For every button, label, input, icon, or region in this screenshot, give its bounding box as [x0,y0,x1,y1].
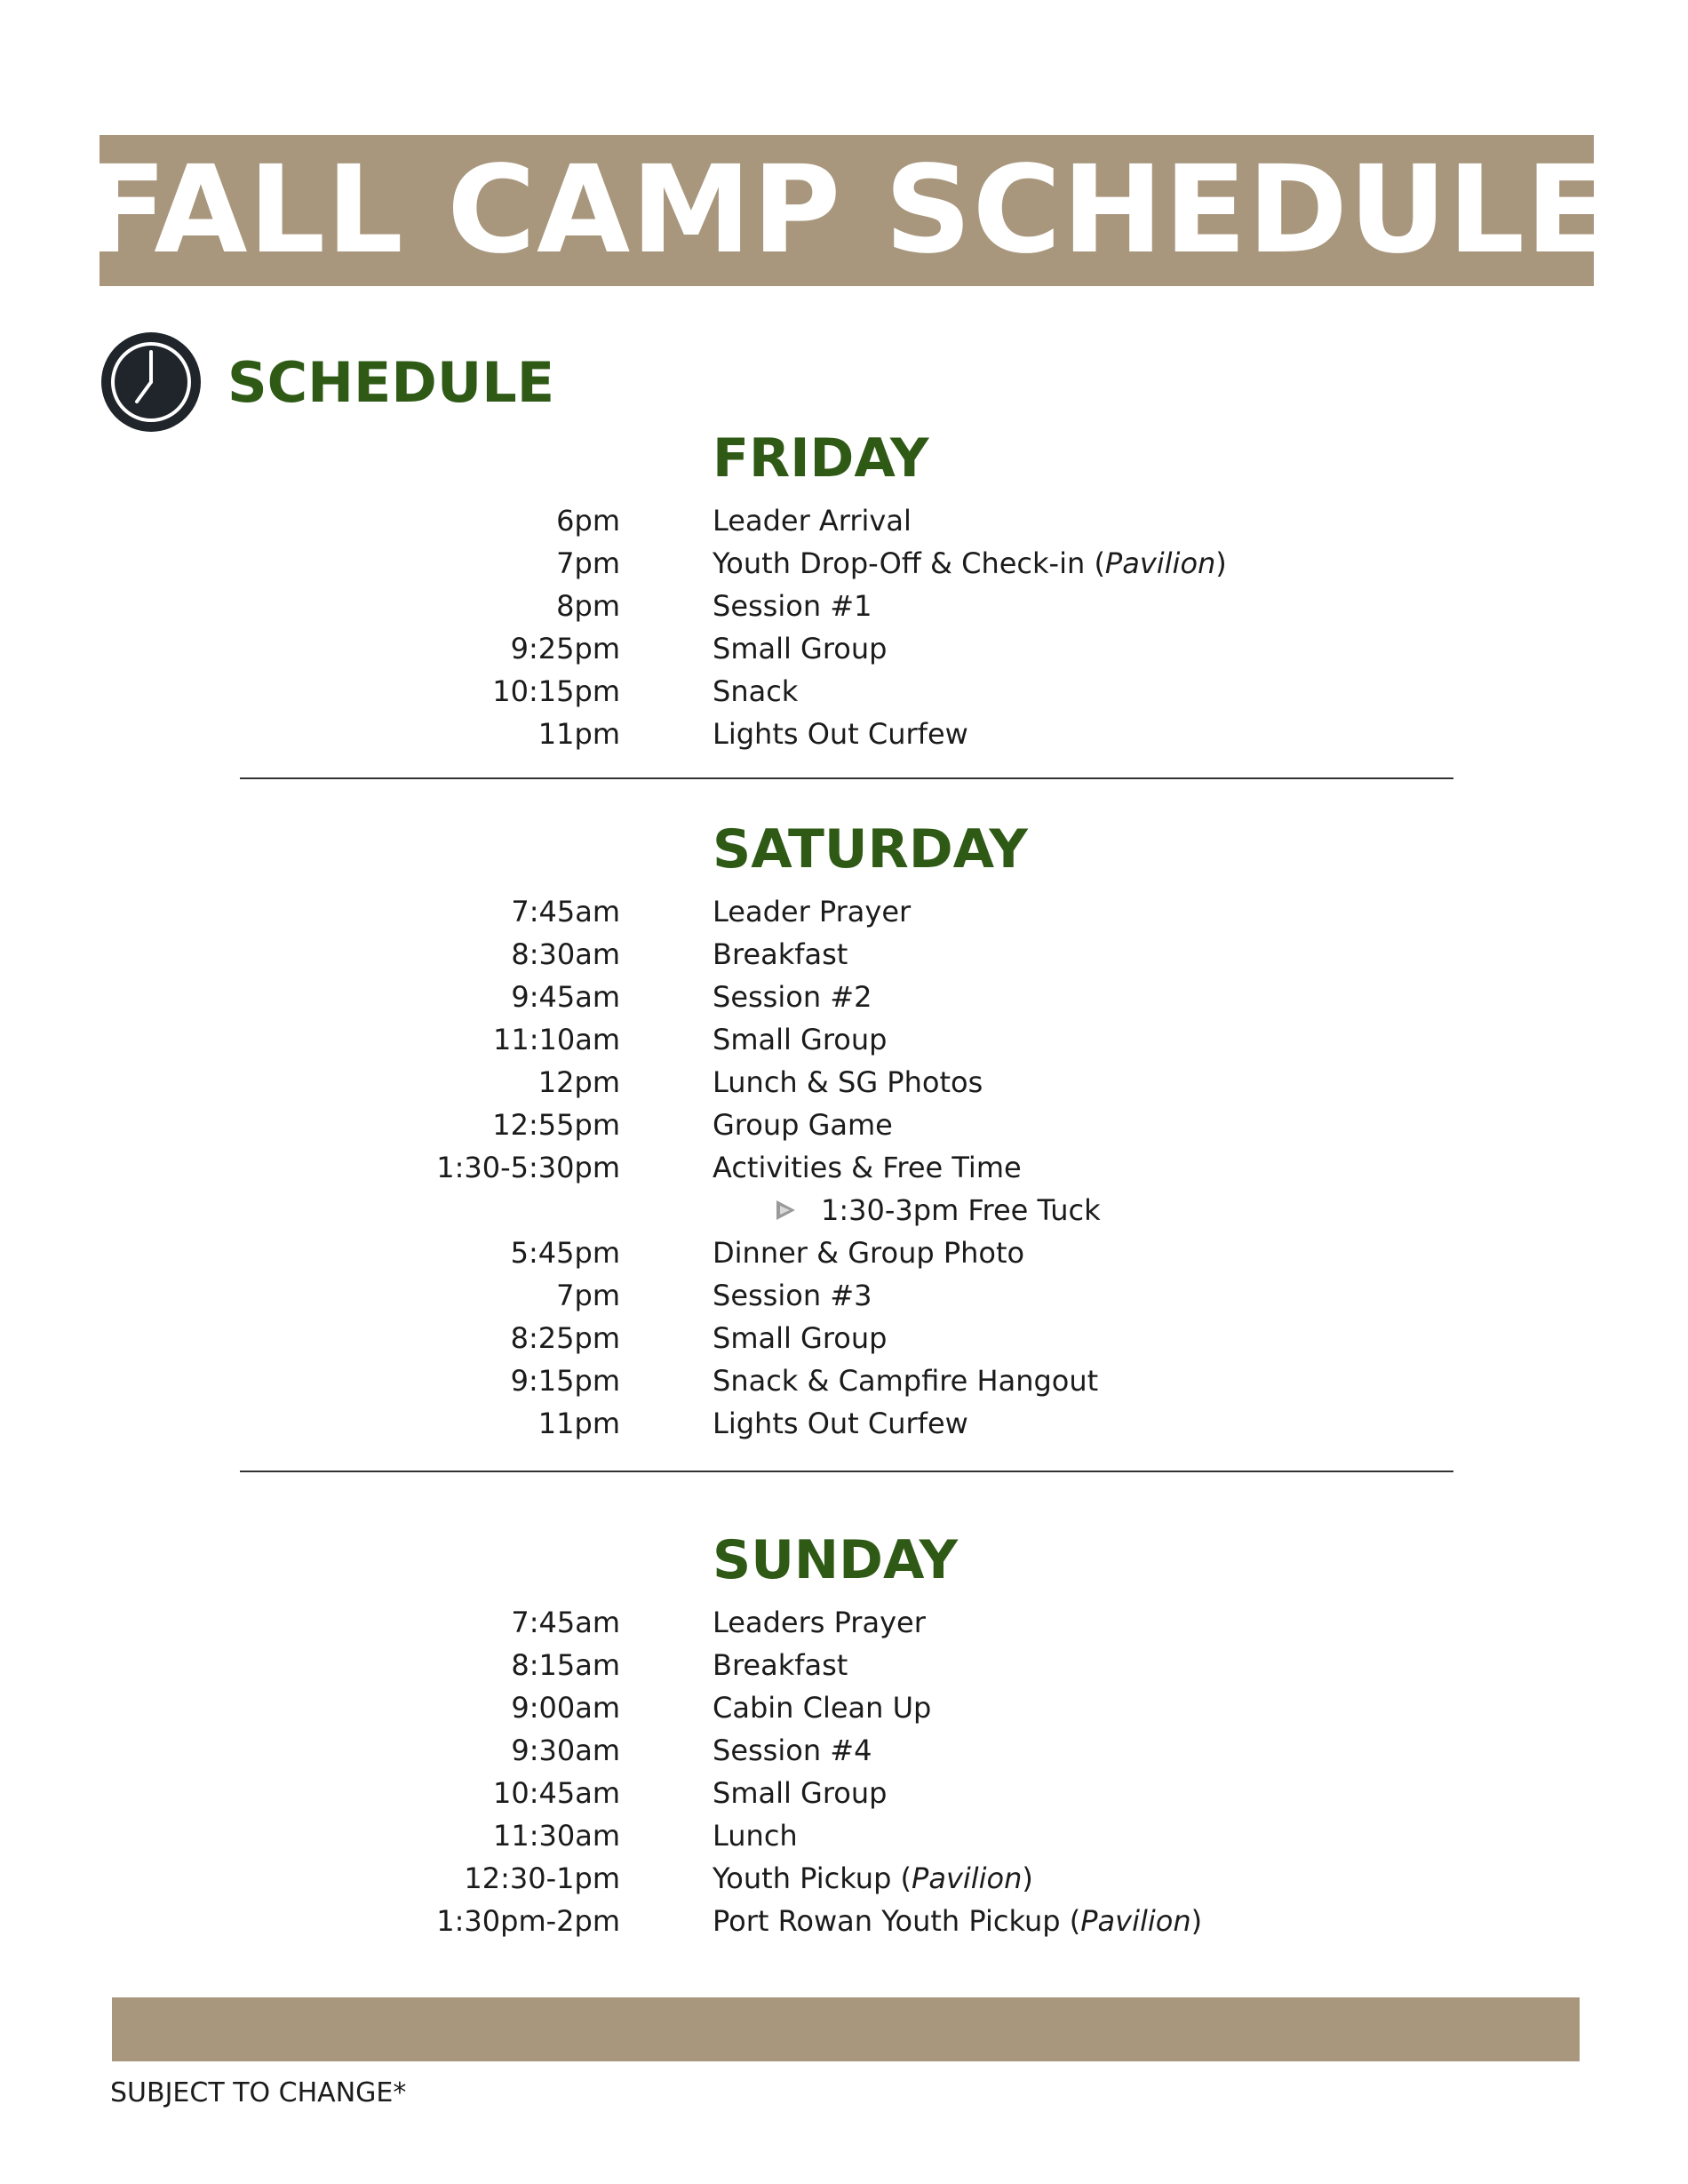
schedule-row [0,585,1688,627]
schedule-row [0,1601,1688,1644]
row-event: Leader Arrival [713,504,912,538]
row-time: 11:30am [493,1819,620,1853]
row-time: 9:00am [511,1691,620,1725]
schedule-row [0,976,1688,1018]
schedule-row [0,1772,1688,1814]
row-event: Snack [713,674,799,708]
schedule-row [0,1402,1688,1445]
page-title: FALL CAMP SCHEDULE [84,140,1610,281]
schedule-row [0,1857,1688,1900]
row-time: 7:45am [511,895,620,929]
row-time: 6pm [556,504,620,538]
row-time: 9:15pm [510,1364,620,1398]
schedule-row [0,1359,1688,1402]
location: Pavilion [912,1861,1023,1895]
row-time: 1:30-5:30pm [436,1151,620,1184]
schedule-row [0,1644,1688,1686]
row-event: Breakfast [713,937,848,971]
row-event: Session #2 [713,980,872,1014]
row-event: Session #4 [713,1734,872,1767]
row-time: 8:30am [511,937,620,971]
schedule-row [0,713,1688,755]
day-heading: FRIDAY [713,427,929,490]
row-time: 9:30am [511,1734,620,1767]
schedule-row [0,1061,1688,1104]
schedule-sub-row [0,1189,1688,1231]
row-time: 11pm [537,717,620,751]
row-event: Port Rowan Youth Pickup (Pavilion) [713,1904,1203,1938]
location: Pavilion [1080,1904,1191,1938]
row-time: 11:10am [493,1023,620,1056]
row-event: Session #1 [713,589,872,623]
section-header [100,329,554,435]
row-time: 1:30pm-2pm [436,1904,620,1938]
schedule-row [0,1018,1688,1061]
schedule-row [0,670,1688,713]
row-event: Leader Prayer [713,895,912,929]
row-time: 7pm [556,1279,620,1312]
row-time: 8pm [556,589,620,623]
row-time: 12pm [537,1065,620,1099]
row-time: 7pm [556,546,620,580]
row-event: Youth Drop-Off & Check-in (Pavilion) [713,546,1227,580]
row-time: 7:45am [511,1606,620,1639]
footer-note: SUBJECT TO CHANGE* [110,2077,407,2108]
row-time: 8:25pm [510,1321,620,1355]
schedule-row [0,1274,1688,1317]
clock-icon [100,331,203,434]
schedule-row [0,542,1688,585]
row-event: Youth Pickup (Pavilion) [713,1861,1033,1895]
divider [240,777,1453,779]
row-time: 12:55pm [492,1108,620,1142]
row-event: Small Group [713,1776,888,1810]
row-event: Group Game [713,1108,893,1142]
schedule-row [0,1729,1688,1772]
schedule-row [0,1104,1688,1146]
row-event: Activities & Free Time [713,1151,1022,1184]
row-time: 5:45pm [510,1236,620,1270]
schedule-row [0,1231,1688,1274]
day-heading: SUNDAY [713,1529,959,1591]
row-event: Lights Out Curfew [713,717,968,751]
row-time: 10:45am [493,1776,620,1810]
row-event: Snack & Campfire Hangout [713,1364,1099,1398]
row-event: Dinner & Group Photo [713,1236,1025,1270]
row-event: Breakfast [713,1648,848,1682]
row-time: 9:25pm [510,632,620,666]
row-event: Lights Out Curfew [713,1407,968,1440]
row-event: Small Group [713,1321,888,1355]
day-heading: SATURDAY [713,818,1028,881]
row-time: 12:30-1pm [464,1861,620,1895]
row-event: Session #3 [713,1279,872,1312]
schedule-row [0,890,1688,933]
footer-bar [112,1997,1580,2061]
schedule-row [0,1686,1688,1729]
row-time: 9:45am [511,980,620,1014]
row-event: Cabin Clean Up [713,1691,932,1725]
schedule-row [0,933,1688,976]
row-event: Leaders Prayer [713,1606,926,1639]
schedule-row [0,499,1688,542]
location: Pavilion [1104,546,1216,580]
divider [240,1471,1453,1472]
schedule-row [0,1146,1688,1189]
row-time: 8:15am [511,1648,620,1682]
row-event: Lunch & SG Photos [713,1065,983,1099]
title-banner [84,135,1610,286]
row-time: 10:15pm [492,674,620,708]
row-event: 1:30-3pm Free Tuck [821,1193,1101,1227]
schedule-row [0,1900,1688,1942]
section-heading: SCHEDULE [227,349,555,415]
row-event: Lunch [713,1819,798,1853]
schedule-row [0,1814,1688,1857]
row-event: Small Group [713,632,888,666]
row-time: 11pm [537,1407,620,1440]
schedule-row [0,1317,1688,1359]
triangle-bullet-icon [773,1198,798,1223]
row-event: Small Group [713,1023,888,1056]
schedule-row [0,627,1688,670]
